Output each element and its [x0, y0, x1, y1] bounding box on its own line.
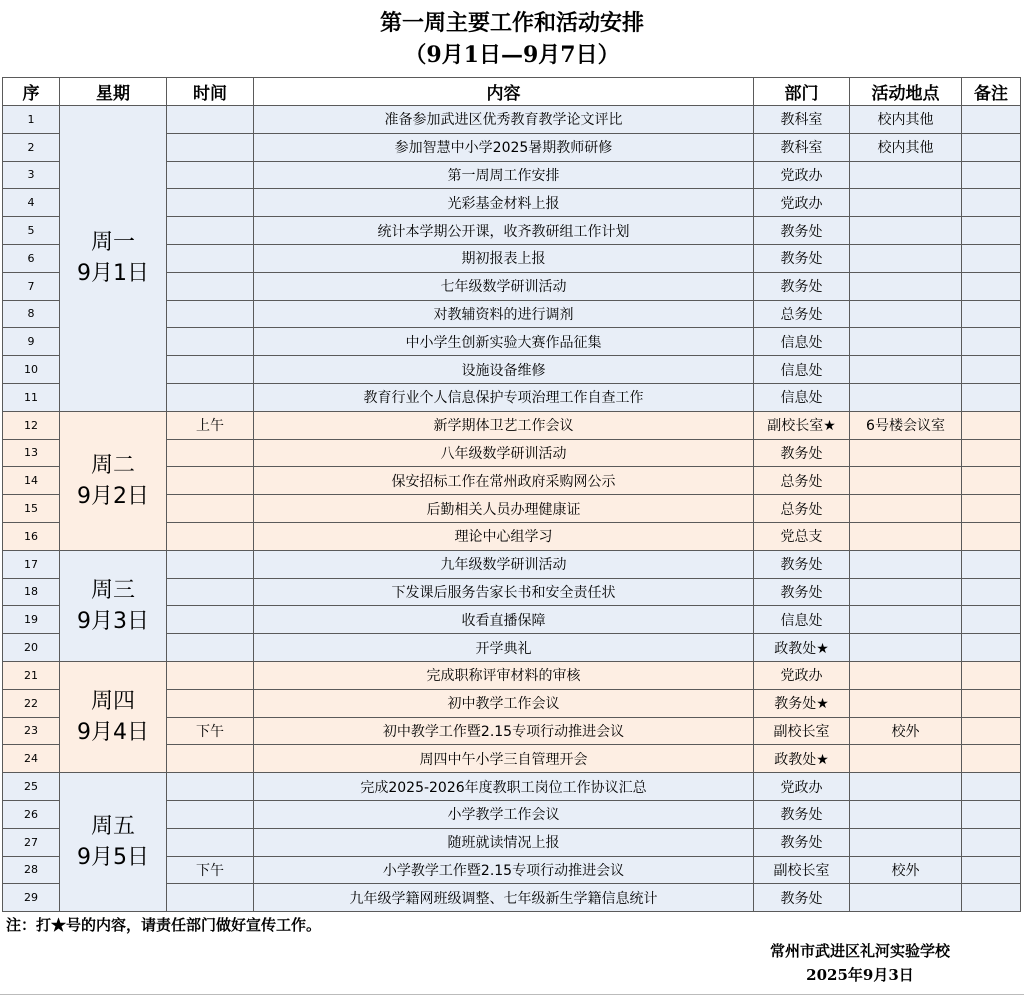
content-cell: 七年级数学研训活动 [254, 272, 754, 300]
time-cell [167, 773, 254, 801]
location-cell [850, 161, 962, 189]
schedule-table [2, 77, 1021, 912]
location-cell [850, 800, 962, 828]
department-cell: 党政办 [754, 161, 850, 189]
seq-cell: 7 [3, 272, 60, 300]
department-cell: 教务处 [754, 884, 850, 912]
header-weekday: 星期 [60, 78, 167, 106]
weekday-date: 9月5日 [77, 845, 149, 871]
location-cell [850, 328, 962, 356]
seq-cell: 6 [3, 244, 60, 272]
remarks-cell [962, 383, 1021, 411]
weekday-date: 9月2日 [77, 483, 149, 509]
remarks-cell [962, 439, 1021, 467]
header-content: 内容 [254, 78, 754, 106]
time-cell: 下午 [167, 856, 254, 884]
location-cell [850, 661, 962, 689]
location-cell [850, 300, 962, 328]
location-cell: 校内其他 [850, 133, 962, 161]
location-cell [850, 773, 962, 801]
location-cell [850, 550, 962, 578]
content-cell: 第一周周工作安排 [254, 161, 754, 189]
department-cell: 党政办 [754, 773, 850, 801]
weekday-cell [60, 106, 167, 412]
remarks-cell [962, 550, 1021, 578]
seq-cell: 28 [3, 856, 60, 884]
department-cell: 教务处★ [754, 689, 850, 717]
remarks-cell [962, 578, 1021, 606]
seq-cell: 8 [3, 300, 60, 328]
remarks-cell [962, 300, 1021, 328]
content-cell: 期初报表上报 [254, 244, 754, 272]
department-cell: 教务处 [754, 550, 850, 578]
department-cell: 教务处 [754, 272, 850, 300]
department-cell: 党政办 [754, 661, 850, 689]
time-cell [167, 189, 254, 217]
seq-cell: 4 [3, 189, 60, 217]
department-cell: 总务处 [754, 495, 850, 523]
remarks-cell [962, 522, 1021, 550]
location-cell [850, 689, 962, 717]
content-cell: 开学典礼 [254, 634, 754, 662]
department-cell: 信息处 [754, 606, 850, 634]
location-cell: 校外 [850, 717, 962, 745]
seq-cell: 11 [3, 383, 60, 411]
content-cell: 准备参加武进区优秀教育教学论文评比 [254, 106, 754, 134]
location-cell [850, 439, 962, 467]
weekday-cell [60, 550, 167, 661]
seq-cell: 23 [3, 717, 60, 745]
remarks-cell [962, 773, 1021, 801]
remarks-cell [962, 717, 1021, 745]
content-cell: 初中教学工作会议 [254, 689, 754, 717]
time-cell [167, 106, 254, 134]
content-cell: 后勤相关人员办理健康证 [254, 495, 754, 523]
school-name: 常州市武进区礼河实验学校 [769, 942, 950, 960]
time-cell [167, 439, 254, 467]
time-cell [167, 244, 254, 272]
location-cell [850, 522, 962, 550]
remarks-cell [962, 856, 1021, 884]
location-cell: 6号楼会议室 [850, 411, 962, 439]
content-cell: 随班就读情况上报 [254, 828, 754, 856]
time-cell [167, 383, 254, 411]
location-cell: 校内其他 [850, 106, 962, 134]
location-cell [850, 606, 962, 634]
location-cell [850, 578, 962, 606]
department-cell: 副校长室★ [754, 411, 850, 439]
remarks-cell [962, 133, 1021, 161]
remarks-cell [962, 661, 1021, 689]
seq-cell: 22 [3, 689, 60, 717]
content-cell: 完成2025-2026年度教职工岗位工作协议汇总 [254, 773, 754, 801]
department-cell: 党政办 [754, 189, 850, 217]
location-cell [850, 495, 962, 523]
location-cell [850, 217, 962, 245]
table-row [3, 661, 1021, 689]
time-cell [167, 884, 254, 912]
schedule-body [3, 106, 1021, 912]
header-time: 时间 [167, 78, 254, 106]
location-cell [850, 383, 962, 411]
weekday-label: 周四 [90, 689, 135, 715]
weekday-date: 9月4日 [77, 720, 149, 746]
remarks-cell [962, 800, 1021, 828]
seq-cell: 29 [3, 884, 60, 912]
remarks-cell [962, 634, 1021, 662]
remarks-cell [962, 189, 1021, 217]
header-department: 部门 [754, 78, 850, 106]
weekday-label: 周二 [90, 452, 135, 478]
location-cell [850, 634, 962, 662]
header-row [3, 78, 1021, 106]
table-row [3, 550, 1021, 578]
content-cell: 新学期体卫艺工作会议 [254, 411, 754, 439]
page-title: 第一周主要工作和活动安排 [379, 10, 644, 36]
time-cell [167, 467, 254, 495]
content-cell: 下发课后服务告家长书和安全责任状 [254, 578, 754, 606]
time-cell [167, 828, 254, 856]
remarks-cell [962, 328, 1021, 356]
seq-cell: 20 [3, 634, 60, 662]
header-remarks: 备注 [962, 78, 1021, 106]
location-cell [850, 745, 962, 773]
seq-cell: 13 [3, 439, 60, 467]
seq-cell: 3 [3, 161, 60, 189]
department-cell: 教科室 [754, 133, 850, 161]
content-cell: 九年级学籍网班级调整、七年级新生学籍信息统计 [254, 884, 754, 912]
time-cell [167, 522, 254, 550]
location-cell [850, 828, 962, 856]
department-cell: 总务处 [754, 467, 850, 495]
time-cell [167, 634, 254, 662]
remarks-cell [962, 272, 1021, 300]
bottom-divider [0, 994, 1024, 995]
time-cell [167, 356, 254, 384]
weekday-date: 9月1日 [77, 261, 149, 287]
seq-cell: 25 [3, 773, 60, 801]
footer-signature [770, 939, 950, 987]
department-cell: 教务处 [754, 800, 850, 828]
remarks-cell [962, 828, 1021, 856]
weekday-date: 9月3日 [77, 608, 149, 634]
location-cell [850, 272, 962, 300]
weekday-label: 周三 [90, 577, 135, 603]
page-subtitle: （9月1日—9月7日） [404, 42, 620, 68]
remarks-cell [962, 217, 1021, 245]
department-cell: 教务处 [754, 828, 850, 856]
remarks-cell [962, 884, 1021, 912]
remarks-cell [962, 606, 1021, 634]
department-cell: 教务处 [754, 244, 850, 272]
weekday-cell [60, 773, 167, 912]
seq-cell: 24 [3, 745, 60, 773]
content-cell: 完成职称评审材料的审核 [254, 661, 754, 689]
time-cell [167, 606, 254, 634]
weekday-label: 周五 [90, 814, 135, 840]
table-row [3, 773, 1021, 801]
time-cell [167, 495, 254, 523]
content-cell: 九年级数学研训活动 [254, 550, 754, 578]
content-cell: 收看直播保障 [254, 606, 754, 634]
seq-cell: 16 [3, 522, 60, 550]
department-cell: 教务处 [754, 217, 850, 245]
time-cell: 上午 [167, 411, 254, 439]
table-row [3, 106, 1021, 134]
remarks-cell [962, 689, 1021, 717]
time-cell [167, 578, 254, 606]
department-cell: 副校长室 [754, 856, 850, 884]
seq-cell: 17 [3, 550, 60, 578]
content-cell: 保安招标工作在常州政府采购网公示 [254, 467, 754, 495]
time-cell [167, 550, 254, 578]
content-cell: 教育行业个人信息保护专项治理工作自查工作 [254, 383, 754, 411]
time-cell [167, 689, 254, 717]
time-cell [167, 661, 254, 689]
seq-cell: 2 [3, 133, 60, 161]
time-cell [167, 300, 254, 328]
time-cell [167, 800, 254, 828]
remarks-cell [962, 495, 1021, 523]
seq-cell: 26 [3, 800, 60, 828]
time-cell [167, 161, 254, 189]
content-cell: 对教辅资料的进行调剂 [254, 300, 754, 328]
content-cell: 设施设备维修 [254, 356, 754, 384]
seq-cell: 5 [3, 217, 60, 245]
remarks-cell [962, 106, 1021, 134]
time-cell [167, 745, 254, 773]
remarks-cell [962, 467, 1021, 495]
header-location: 活动地点 [850, 78, 962, 106]
weekday-cell [60, 411, 167, 550]
content-cell: 初中教学工作暨2.15专项行动推进会议 [254, 717, 754, 745]
seq-cell: 9 [3, 328, 60, 356]
weekday-label: 周一 [90, 230, 135, 256]
remarks-cell [962, 356, 1021, 384]
department-cell: 教务处 [754, 439, 850, 467]
location-cell [850, 189, 962, 217]
seq-cell: 14 [3, 467, 60, 495]
department-cell: 教科室 [754, 106, 850, 134]
location-cell [850, 356, 962, 384]
content-cell: 光彩基金材料上报 [254, 189, 754, 217]
header-seq: 序 [3, 78, 60, 106]
weekday-cell [60, 661, 167, 772]
content-cell: 中小学生创新实验大赛作品征集 [254, 328, 754, 356]
department-cell: 信息处 [754, 356, 850, 384]
location-cell [850, 244, 962, 272]
location-cell [850, 884, 962, 912]
content-cell: 八年级数学研训活动 [254, 439, 754, 467]
department-cell: 政教处★ [754, 745, 850, 773]
content-cell: 小学教学工作暨2.15专项行动推进会议 [254, 856, 754, 884]
seq-cell: 10 [3, 356, 60, 384]
department-cell: 教务处 [754, 578, 850, 606]
remarks-cell [962, 745, 1021, 773]
content-cell: 参加智慧中小学2025暑期教师研修 [254, 133, 754, 161]
seq-cell: 18 [3, 578, 60, 606]
signature-date: 2025年9月3日 [806, 966, 914, 984]
seq-cell: 21 [3, 661, 60, 689]
seq-cell: 1 [3, 106, 60, 134]
content-cell: 统计本学期公开课，收齐教研组工作计划 [254, 217, 754, 245]
time-cell [167, 217, 254, 245]
department-cell: 党总支 [754, 522, 850, 550]
time-cell: 下午 [167, 717, 254, 745]
time-cell [167, 272, 254, 300]
seq-cell: 15 [3, 495, 60, 523]
remarks-cell [962, 411, 1021, 439]
department-cell: 政教处★ [754, 634, 850, 662]
content-cell: 小学教学工作会议 [254, 800, 754, 828]
content-cell: 理论中心组学习 [254, 522, 754, 550]
seq-cell: 19 [3, 606, 60, 634]
seq-cell: 12 [3, 411, 60, 439]
footer-note: 注：打★号的内容，请责任部门做好宣传工作。 [6, 916, 322, 934]
department-cell: 信息处 [754, 328, 850, 356]
content-cell: 周四中午小学三自管理开会 [254, 745, 754, 773]
time-cell [167, 133, 254, 161]
time-cell [167, 328, 254, 356]
table-row [3, 411, 1021, 439]
remarks-cell [962, 161, 1021, 189]
seq-cell: 27 [3, 828, 60, 856]
department-cell: 副校长室 [754, 717, 850, 745]
location-cell: 校外 [850, 856, 962, 884]
remarks-cell [962, 244, 1021, 272]
location-cell [850, 467, 962, 495]
department-cell: 总务处 [754, 300, 850, 328]
department-cell: 信息处 [754, 383, 850, 411]
